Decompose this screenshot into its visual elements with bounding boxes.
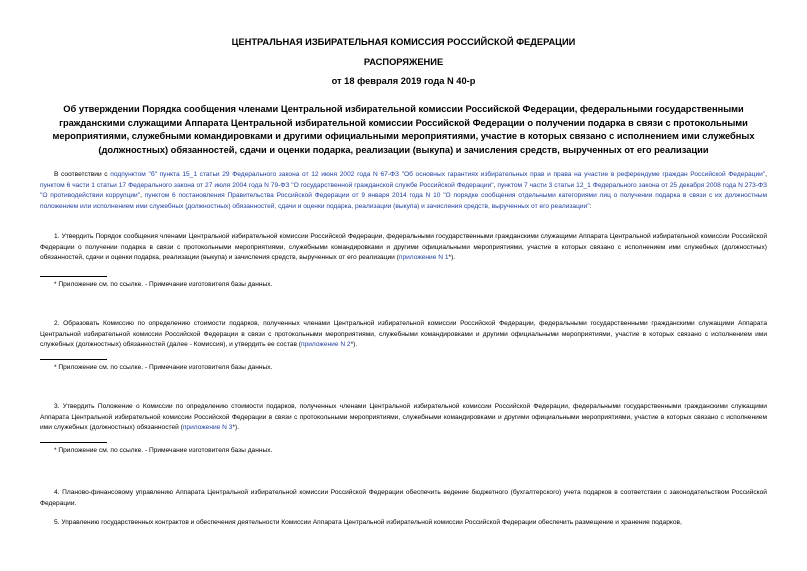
footnote-divider bbox=[40, 359, 107, 360]
item-paragraph-2 bbox=[40, 319, 767, 351]
preamble-text: , bbox=[140, 192, 145, 199]
appendix-link-3[interactable]: приложение N 3 bbox=[182, 424, 233, 431]
preamble-text: В соответствии с bbox=[54, 171, 111, 178]
preamble-text: , bbox=[493, 181, 498, 189]
decree-link-10[interactable]: пунктом 6 постановления Правительства Российской Федерации от 9 января 2014 года N 10 "О порядке сообщения отдельными категориями лиц о получении подарка в связи с их должностным положением или исполнением ими служебных (должностных) обязанностей, сдачи и оценки подарка, реализации (выкупа) и зачисления средств, вырученных от его реализации" bbox=[40, 192, 767, 210]
footnote-divider bbox=[40, 276, 107, 277]
item-paragraph-4 bbox=[40, 488, 767, 509]
item-paragraph-3 bbox=[40, 402, 767, 434]
item-text: 2. Образовать Комиссию по определению стоимости подарков, полученных членами Центральной избирательной комиссии Российской Федерации, федеральными государственными гражданскими служащими Аппарата Центральной избирательной комиссии Российской Федерации в связи с протокольными мероприятиями, служебными командировками и другими официальными мероприятиями, участие в которых связано с исполнением ими служебных (должностных) обязанностей (далее - Комиссия), и утвердить ее состав ( bbox=[40, 320, 767, 348]
footnote-divider bbox=[40, 442, 107, 443]
preamble-text: : bbox=[589, 202, 592, 210]
item-text: 4. Планово-финансовому управлению Аппарата Центральной избирательной комиссии Российской Федерации обеспечить ведение бюджетного (бухгалтерского) учета подарков в соответствии с законодательством Российской Федерации. bbox=[40, 489, 767, 507]
item-text: 1. Утвердить Порядок сообщения членами Центральной избирательной комиссии Российской Федерации, федеральными государственными гражданскими служащими Аппарата Центральной избирательной комиссии Российской Федерации о получении подарка в связи с протокольными мероприятиями, служебными командировками и другими официальными мероприятиями, участие в которых связано с исполнением ими служебных (должностных) обязанностей, сдачи и оценки подарка, реализации (выкупа) и зачисления средств, вырученных от его реализации ( bbox=[40, 233, 767, 261]
appendix-link-2[interactable]: приложение N 2 bbox=[300, 341, 351, 348]
appendix-link-1[interactable]: приложение N 1 bbox=[398, 254, 449, 261]
item-text: 3. Утвердить Положение о Комиссии по определению стоимости подарков, полученных членами Центральной избирательной комиссии Российской Федерации, федеральными государственными гражданскими служащими Аппарата Центральной избирательной комиссии Российской Федерации в связи с протокольными мероприятиями, служебными командировками и другими официальными мероприятиями, участие в которых связано с исполнением ими служебных (должностных) обязанностей ( bbox=[40, 403, 767, 431]
footnote-text: * Приложение см. по ссылке. - Примечание изготовителя базы данных. bbox=[54, 364, 273, 371]
item-paragraph-5 bbox=[40, 518, 767, 529]
commission-heading: ЦЕНТРАЛЬНАЯ ИЗБИРАТЕЛЬНАЯ КОМИССИЯ РОССИЙСКОЙ ФЕДЕРАЦИИ bbox=[231, 37, 576, 47]
preamble-text: , bbox=[765, 171, 767, 178]
item-text: 5. Управлению государственных контрактов и обеспечения деятельности Комиссии Аппарата Центральной избирательной комиссии Российской Федерации обеспечить размещение и хранение подарков, bbox=[54, 519, 682, 526]
law-link-79fz[interactable]: пунктом 6 части 1 статьи 17 Федерального закона от 27 июля 2004 года N 79-ФЗ "О государственной гражданской службе Российской Федерации" bbox=[40, 181, 494, 189]
footnote-text: * Приложение см. по ссылке. - Примечание изготовителя базы данных. bbox=[54, 447, 273, 454]
preamble-paragraph bbox=[40, 170, 767, 212]
document-date-number: от 18 февраля 2019 года N 40-р bbox=[331, 76, 476, 86]
item-text: *). bbox=[350, 341, 358, 348]
item-text: *). bbox=[448, 254, 456, 261]
item-text: *). bbox=[232, 424, 240, 431]
law-link-67fz[interactable]: подпунктом "б" пункта 15_1 статьи 29 Федерального закона от 12 июня 2002 года N 67-ФЗ "Об основных гарантиях избирательных прав и права на участие в референдуме граждан Российской Федерации" bbox=[110, 171, 766, 178]
document-type: РАСПОРЯЖЕНИЕ bbox=[363, 57, 444, 67]
footnote-text: * Приложение см. по ссылке. - Примечание изготовителя базы данных. bbox=[54, 281, 273, 288]
law-link-273fz[interactable]: пунктом 7 части 3 статьи 12_1 Федерального закона от 25 декабря 2008 года N 273-ФЗ "О противодействии коррупции" bbox=[40, 181, 767, 199]
item-paragraph-1 bbox=[40, 232, 767, 264]
document-title: Об утверждении Порядка сообщения членами Центральной избирательной комиссии Российской Федерации, федеральными государственными гражданскими служащими Аппарата Центральной избирательной комиссии Российской Федерации о получении подарка в связи с протокольными мероприятиями, служебными командировками и другими официальными мероприятиями, участие в которых связано с исполнением ими служебных (должностных) обязанностей, сдачи и оценки подарка, реализации (выкупа) и зачисления средств, вырученных от его реализации bbox=[52, 104, 755, 155]
